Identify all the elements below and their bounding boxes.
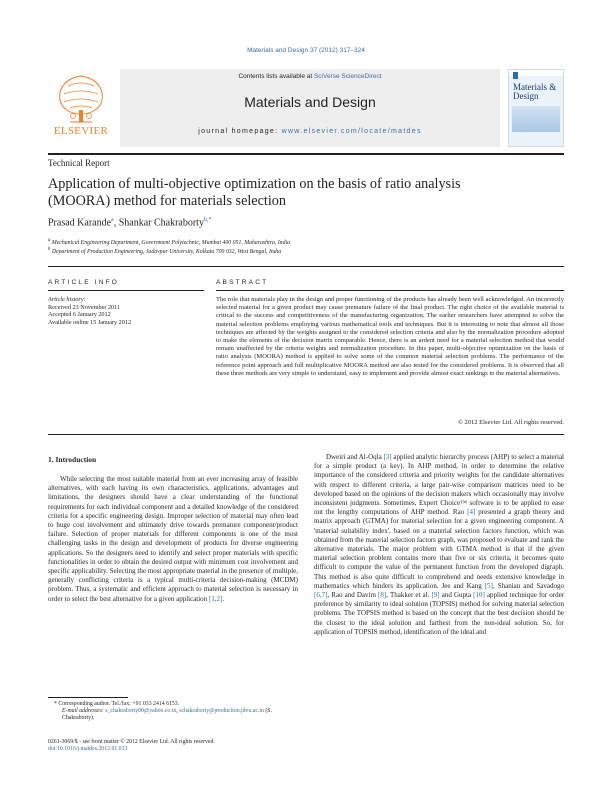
corresponding-author-footnote: [48, 701, 298, 723]
email-link[interactable]: schakraborty@production.jdvu.ac.in: [179, 708, 264, 715]
body-text: , Rao and Davim: [327, 591, 379, 600]
sciencedirect-link[interactable]: SciVerse ScienceDirect: [313, 73, 382, 80]
affiliation: [48, 238, 290, 246]
citation-link[interactable]: [8]: [378, 591, 387, 600]
affil-text: Department of Production Engineering, Jadavpur University, Kolkata 700 032, West Bengal, India: [51, 248, 282, 255]
cover-logo-mark: [513, 72, 518, 79]
intro-paragraph-right: [314, 453, 564, 637]
body-text: applied analytic hierarchy process (AHP) to select a material for a simple product (a key). In AHP method, in order to determine the relative importance of the considered criteria and priority weights for the candidate alternatives with respect to different criteria, a large pair-wise comparison matrices need to be developed based on the opinions of the decision makers which occasionally may involve inconsistent judgments. Sometimes, Expert Choice™ software is to be applied to ease out the lengthy computations of AHP method. Rao: [314, 453, 564, 517]
author-name[interactable]: Shankar Chakraborty: [118, 217, 204, 229]
history-label: Article history:: [48, 296, 86, 303]
email-link[interactable]: s_chakraborty00@yahoo.co.in: [105, 708, 177, 715]
affil-text: Mechanical Engineering Department, Government Polytechnic, Mumbai 400 051, Maharashtra, India: [51, 239, 290, 246]
journal-title: Materials and Design: [244, 94, 376, 110]
contents-available: [120, 73, 500, 80]
cover-image: [512, 106, 560, 132]
journal-homepage: [120, 128, 500, 135]
intro-paragraph-left: [48, 475, 298, 604]
abstract-text: The role that materials play in the design and proper functioning of the products has already been well acknowledged. An incorrectly selected material for a given product may cause premature failure of the final product. The right choice of the available material is critical to the success and competitiveness of the manufacturing organization. The earlier researchers have attempted to solve the material selection problems employing various mathematical tools and techniques. But it is interesting to note that almost all those techniques are affected by the weights assigned to the considered selection criteria and also by the normalization procedure adopted to make the elements of the decision matrix comparable. Hence, there is an ardent need for a material selection method that would remain unaffected by the criteria weights and normalization procedure. In this paper, multi-objective optimization on the basis of ratio analysis (MOORA) method is applied to solve some of the common material selection problems. The performance of the reference point approach and full multiplicative MOORA method are also tested for the considered problems. It is observed that all these three methods are very simple to understand, easy to implement and provide almost exact rankings to the material alternatives.: [216, 296, 564, 377]
abstract-bottom-rule: [48, 434, 564, 435]
contents-prefix: Contents lists available at: [238, 73, 314, 80]
body-text: While selecting the most suitable material from an ever increasing array of feasible alternatives, with each having its own characteristics, applications, advantages and limitations, the designers should have a clear understanding of the functional requirements for each individual component and a detailed knowledge of the considered criteria for a specific engineering design. Improper selection of material may often lead to huge cost involvement and ultimately drive towards premature component/product failure. Selection of proper materials for different components is one of the most challenging tasks in the design and development of products for diverse engineering applications. So the designers need to identify and select proper materials with specific functionalities in order to obtain the desired output with minimum cost involvement and specific applicability. Selecting the most appropriate material in the presence of multiple, generally conflicting criteria is a typical multi-criteria decision-making (MCDM) problem. Thus, a systematic and efficient approach to material selection is necessary in order to select the best alternative for a given application: [48, 475, 298, 603]
abstract-copyright: © 2012 Elsevier Ltd. All rights reserved.: [457, 419, 564, 426]
citation-link[interactable]: [1,2]: [208, 594, 223, 603]
footnote-emails: [48, 708, 298, 722]
doi-line: [48, 746, 127, 753]
footnote-corresponding-text: Corresponding author. Tel./fax: +91 033 2414 6153.: [56, 701, 180, 707]
citation-link[interactable]: [9]: [431, 591, 440, 600]
article-info-rule: [48, 290, 204, 291]
affiliation: [48, 247, 281, 255]
body-text: , Thakker et al.: [386, 591, 432, 600]
header-rule: [48, 153, 564, 155]
section-heading: 1. Introduction: [48, 455, 97, 464]
history-online: Available online 15 January 2012: [48, 318, 132, 326]
abstract-rule: [216, 290, 564, 291]
doi-link[interactable]: doi:10.1016/j.matdes.2012.01.013: [48, 746, 128, 752]
article-type: Technical Report: [48, 158, 110, 168]
body-text: , Shanian and Savadogo: [492, 581, 564, 590]
cover-title: Materials & Design: [513, 82, 557, 101]
affil-sup: a: [48, 238, 51, 243]
author-affil-sup[interactable]: a: [111, 217, 114, 223]
email-suffix: (S. Chakraborty).: [62, 708, 272, 722]
citation-link[interactable]: [3]: [383, 453, 392, 461]
article-info-heading: ARTICLE INFO: [48, 279, 120, 286]
author-name[interactable]: Prasad Karande: [48, 217, 112, 229]
abstract-heading: ABSTRACT: [216, 279, 269, 286]
author-list: [48, 217, 211, 228]
citation-link[interactable]: [4]: [467, 508, 476, 517]
history-received: Received 23 November 2011: [48, 303, 121, 311]
email-label: E-mail addresses:: [62, 708, 106, 715]
citation-link[interactable]: [6,7]: [314, 591, 328, 600]
article-title: [48, 176, 548, 210]
publisher-name: ELSEVIER: [53, 125, 109, 137]
title-line-2: (MOORA) method for materials selection: [48, 193, 286, 209]
history-accepted: Accepted 6 January 2012: [48, 311, 111, 319]
body-text: Dweiri and Al-Oqla: [326, 453, 384, 461]
body-text: presented a graph theory and matrix approach (GTMA) for material selection for a given engineering component. A 'material suitability index', based on a material selection factors function, which was obtained from the material selection factors graph, was proposed to evaluate and rank the alternative materials. The major problem with GTMA method is that if the given material selection problem contains more than five or six criteria, it becomes quite difficult to compute the value of the permanent function from the developed digraph. This method is also quite difficult to comprehend and needs extensive knowledge in mathematics which hinders its application. Jee and Kang: [314, 508, 565, 590]
citation-link[interactable]: [10]: [473, 591, 485, 600]
author-separator: ,: [113, 217, 119, 229]
citation-link[interactable]: [5]: [484, 581, 493, 590]
body-text: applied technique for order preference by similarity to ideal solution (TOPSIS) method for solving material selection problems. The TOPSIS method is based on the concept that the best decision should be the closest to the ideal solution and farthest from the non-ideal solution. So, for application of TOPSIS method, identification of the ideal and: [314, 591, 565, 636]
body-text: .: [222, 594, 225, 603]
homepage-prefix: journal homepage:: [198, 128, 282, 135]
article-history: [48, 296, 131, 326]
tree-icon: [48, 70, 114, 126]
footnote-rule: [48, 697, 128, 698]
journal-reference[interactable]: Materials and Design 37 (2012) 317–324: [247, 47, 365, 54]
footnote-star: *: [54, 701, 57, 707]
meta-rule: [48, 266, 564, 267]
author-affil-sup[interactable]: b,*: [203, 217, 212, 223]
homepage-link[interactable]: www.elsevier.com/locate/matdes: [281, 128, 422, 135]
affil-sup: b: [48, 247, 51, 252]
email-separator: ,: [176, 708, 180, 715]
title-line-1: Application of multi-objective optimization on the basis of ratio analysis: [48, 176, 461, 192]
body-text: and Gupta: [439, 591, 474, 600]
issn-line: 0261-3069/$ - see front matter © 2012 Elsevier Ltd. All rights reserved.: [48, 739, 215, 745]
